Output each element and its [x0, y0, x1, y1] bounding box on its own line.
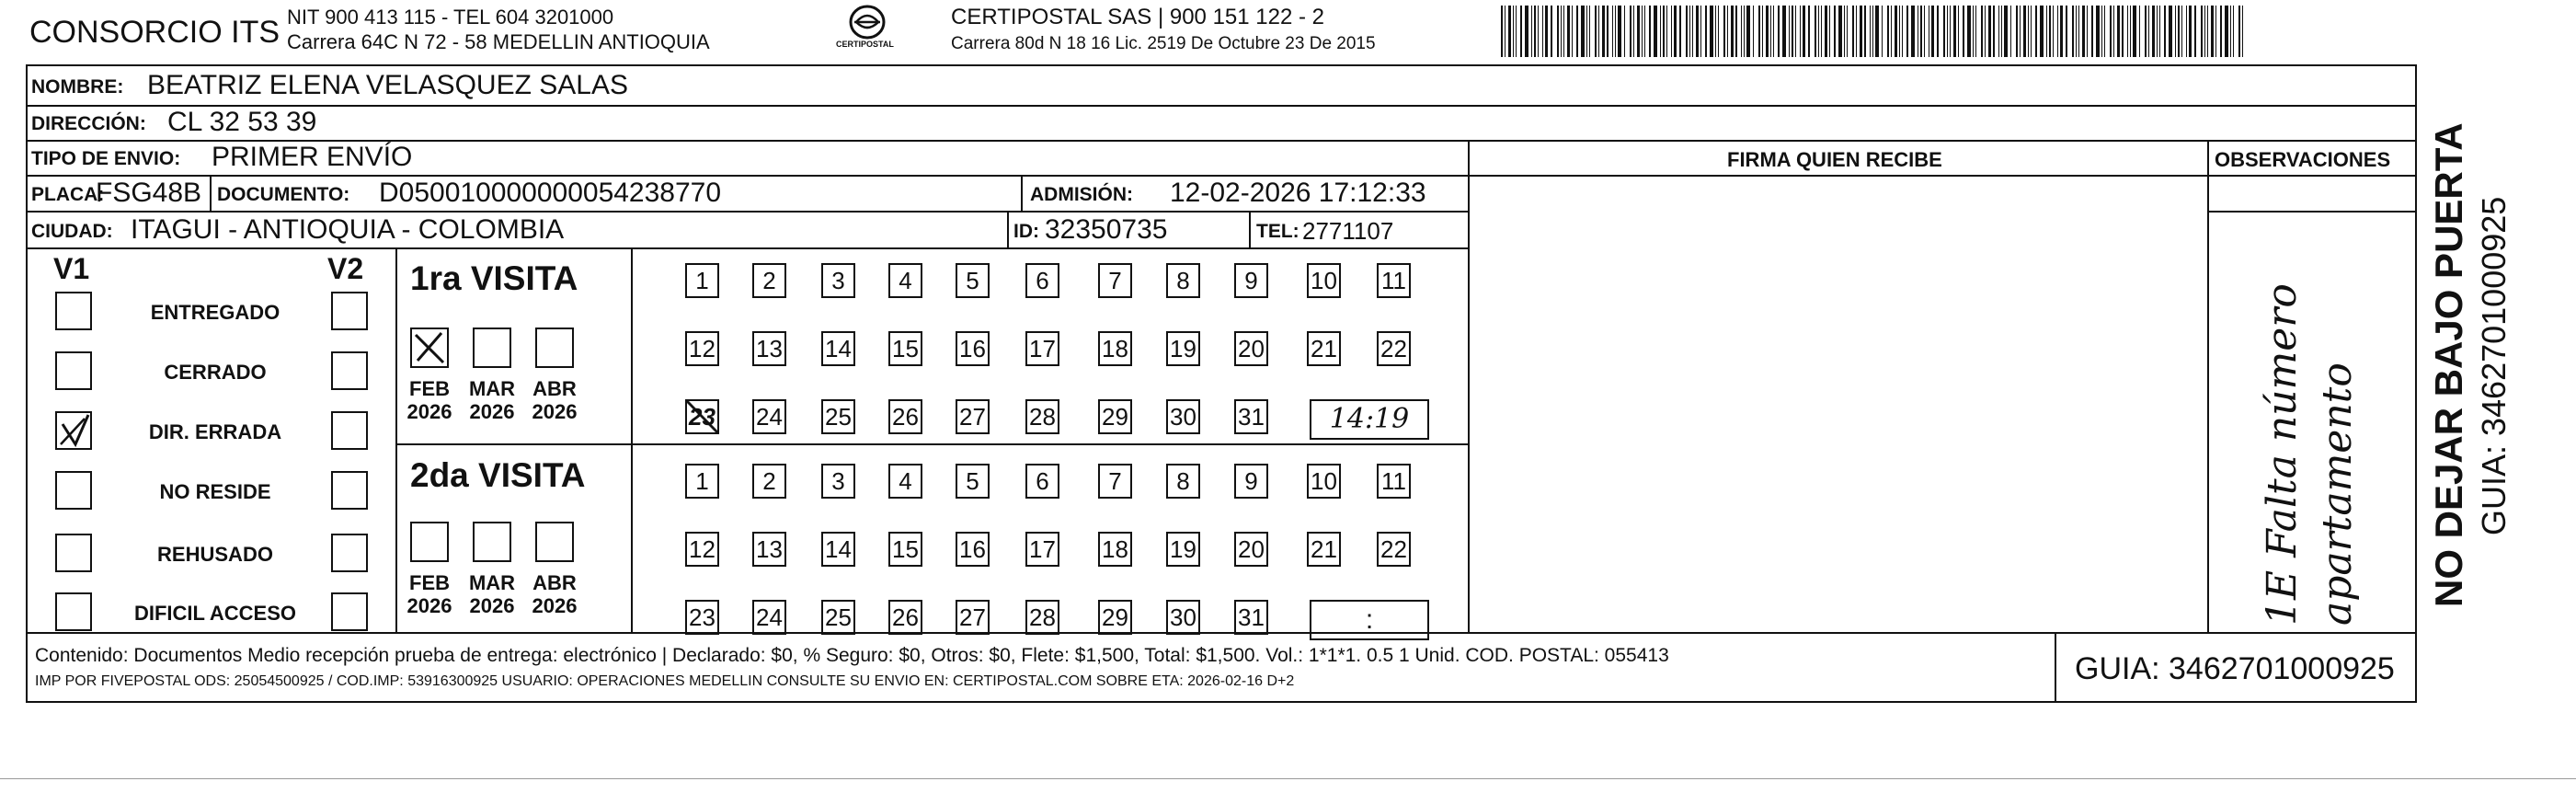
day-box[interactable]: 21 — [1307, 532, 1341, 567]
day-box[interactable]: 10 — [1307, 464, 1341, 499]
day-box[interactable]: 25 — [821, 600, 855, 635]
day-box[interactable]: 30 — [1166, 600, 1200, 635]
day-box[interactable]: 23 — [685, 399, 719, 434]
placa-label: PLACA: — [31, 184, 105, 205]
time-box[interactable]: : — [1310, 600, 1429, 640]
placa-value: FSG48B — [96, 178, 202, 208]
month-label: FEB 2026 — [406, 571, 452, 618]
v1-checkbox[interactable] — [55, 534, 92, 572]
v2-checkbox[interactable] — [331, 292, 368, 330]
v1-checkbox[interactable] — [55, 592, 92, 631]
second-visit-title: 2da VISITA — [410, 456, 586, 494]
day-box[interactable]: 3 — [821, 263, 855, 298]
footer-contents: Contenido: Documentos Medio recepción prueba de entrega: electrónico | Declarado: $0, % Seguro: $0, Otros: $0, Flete: $1,500, Total: $1,500. Vol.: 1*1*1. 0.5 1 Unid. COD. POSTAL: 055413 — [35, 645, 1669, 666]
day-box[interactable]: 17 — [1025, 331, 1059, 366]
time-box[interactable]: 14:19 — [1310, 399, 1429, 440]
admision-label: ADMISIÓN: — [1030, 184, 1133, 205]
v2-checkbox[interactable] — [331, 592, 368, 631]
day-box[interactable]: 27 — [956, 399, 990, 434]
day-box[interactable]: 16 — [956, 331, 990, 366]
month-label: FEB 2026 — [406, 377, 452, 424]
day-box[interactable]: 19 — [1166, 532, 1200, 567]
day-box[interactable]: 9 — [1234, 263, 1268, 298]
footer-guia: GUIA: 3462701000925 — [2075, 651, 2395, 686]
day-box[interactable]: 7 — [1098, 464, 1132, 499]
certipostal-logo — [832, 2, 902, 57]
v1-checkbox[interactable] — [55, 471, 92, 510]
day-box[interactable]: 22 — [1377, 532, 1411, 567]
month-checkbox[interactable] — [410, 522, 449, 562]
status-label: REHUSADO — [157, 543, 273, 566]
day-box[interactable]: 6 — [1025, 263, 1059, 298]
day-box[interactable]: 17 — [1025, 532, 1059, 567]
firma-label: FIRMA QUIEN RECIBE — [1727, 148, 1942, 171]
day-box[interactable]: 26 — [888, 399, 922, 434]
day-box[interactable]: 23 — [685, 600, 719, 635]
day-box[interactable]: 30 — [1166, 399, 1200, 434]
day-box[interactable]: 21 — [1307, 331, 1341, 366]
v1-label: V1 — [53, 252, 90, 285]
v1-checkbox[interactable] — [55, 411, 92, 450]
id-label: ID: — [1013, 221, 1039, 242]
admision-value: 12-02-2026 17:12:33 — [1170, 178, 1426, 208]
day-box[interactable]: 25 — [821, 399, 855, 434]
month-label: MAR 2026 — [468, 377, 516, 424]
v1-checkbox[interactable] — [55, 292, 92, 330]
day-box[interactable]: 12 — [685, 532, 719, 567]
id-value: 32350735 — [1045, 214, 1168, 245]
day-box[interactable]: 11 — [1377, 464, 1411, 499]
day-box[interactable]: 5 — [956, 464, 990, 499]
day-box[interactable]: 18 — [1098, 331, 1132, 366]
day-box[interactable]: 28 — [1025, 399, 1059, 434]
day-box[interactable]: 26 — [888, 600, 922, 635]
no-dejar-warning: NO DEJAR BAJO PUERTA — [2427, 122, 2470, 607]
documento-label: DOCUMENTO: — [217, 184, 350, 205]
day-box[interactable]: 15 — [888, 331, 922, 366]
month-checkbox[interactable] — [535, 328, 574, 368]
side-guia: GUIA: 3462701000925 — [2475, 196, 2513, 535]
day-box[interactable]: 27 — [956, 600, 990, 635]
company-nit: NIT 900 413 115 - TEL 604 3201000 — [287, 6, 614, 29]
direccion-value: CL 32 53 39 — [167, 107, 317, 137]
day-box[interactable]: 19 — [1166, 331, 1200, 366]
month-checkbox[interactable] — [535, 522, 574, 562]
obs-handwritten-2: apartamento — [2314, 362, 2361, 626]
tel-label: TEL: — [1256, 221, 1299, 242]
first-visit-title: 1ra VISITA — [410, 259, 578, 297]
tel-value: 2771107 — [1302, 217, 1394, 245]
status-label: ENTREGADO — [150, 301, 280, 324]
day-box[interactable]: 4 — [888, 464, 922, 499]
tipo-envio-value: PRIMER ENVÍO — [212, 142, 413, 172]
ciudad-label: CIUDAD: — [31, 221, 113, 242]
direccion-label: DIRECCIÓN: — [31, 113, 146, 134]
day-box[interactable]: 8 — [1166, 263, 1200, 298]
v2-checkbox[interactable] — [331, 351, 368, 390]
company-name: CONSORCIO ITS — [29, 15, 280, 50]
day-box[interactable]: 11 — [1377, 263, 1411, 298]
day-box[interactable]: 1 — [685, 263, 719, 298]
month-label: MAR 2026 — [468, 571, 516, 618]
day-box[interactable]: 28 — [1025, 600, 1059, 635]
documento-value: D050010000000054238770 — [379, 178, 722, 208]
footer-imp: IMP POR FIVEPOSTAL ODS: 25054500925 / COD.IMP: 53916300925 USUARIO: OPERACIONES MEDELLIN CONSULTE SU ENVIO EN: CERTIPOSTAL.COM SOBRE ETA: 2026-02-16 D+2 — [35, 673, 1295, 689]
status-label: NO RESIDE — [159, 480, 271, 503]
day-box[interactable]: 29 — [1098, 600, 1132, 635]
day-box[interactable]: 31 — [1234, 600, 1268, 635]
v2-checkbox[interactable] — [331, 471, 368, 510]
status-label: CERRADO — [164, 361, 267, 384]
day-box[interactable]: 20 — [1234, 331, 1268, 366]
day-box[interactable]: 5 — [956, 263, 990, 298]
nombre-value: BEATRIZ ELENA VELASQUEZ SALAS — [147, 70, 628, 100]
day-box[interactable]: 12 — [685, 331, 719, 366]
status-label: DIR. ERRADA — [148, 420, 282, 443]
day-box[interactable]: 4 — [888, 263, 922, 298]
month-checkbox[interactable] — [473, 328, 511, 368]
courier-address: Carrera 80d N 18 16 Lic. 2519 De Octubre 23 De 2015 — [951, 34, 1376, 53]
v2-label: V2 — [327, 252, 364, 285]
barcode — [1501, 6, 2246, 57]
day-box[interactable]: 20 — [1234, 532, 1268, 567]
company-address: Carrera 64C N 72 - 58 MEDELLIN ANTIOQUIA — [287, 30, 710, 53]
day-box[interactable]: 8 — [1166, 464, 1200, 499]
day-box[interactable]: 31 — [1234, 399, 1268, 434]
day-box[interactable]: 15 — [888, 532, 922, 567]
month-label: ABR 2026 — [532, 571, 578, 618]
month-label: ABR 2026 — [532, 377, 578, 424]
v2-checkbox[interactable] — [331, 411, 368, 450]
courier-name: CERTIPOSTAL SAS | 900 151 122 - 2 — [951, 5, 1324, 29]
day-box[interactable]: 3 — [821, 464, 855, 499]
day-box[interactable]: 14 — [821, 331, 855, 366]
day-box[interactable]: 1 — [685, 464, 719, 499]
day-box[interactable]: 16 — [956, 532, 990, 567]
observaciones-label: OBSERVACIONES — [2215, 148, 2391, 171]
month-checkbox[interactable] — [410, 328, 449, 368]
v2-checkbox[interactable] — [331, 534, 368, 572]
day-box[interactable]: 7 — [1098, 263, 1132, 298]
day-box[interactable]: 2 — [752, 464, 786, 499]
day-box[interactable]: 14 — [821, 532, 855, 567]
day-box[interactable]: 9 — [1234, 464, 1268, 499]
day-box[interactable]: 6 — [1025, 464, 1059, 499]
nombre-label: NOMBRE: — [31, 76, 124, 98]
v1-checkbox[interactable] — [55, 351, 92, 390]
day-box[interactable]: 13 — [752, 331, 786, 366]
day-box[interactable]: 24 — [752, 399, 786, 434]
day-box[interactable]: 18 — [1098, 532, 1132, 567]
day-box[interactable]: 29 — [1098, 399, 1132, 434]
day-box[interactable]: 10 — [1307, 263, 1341, 298]
status-label: DIFICIL ACCESO — [133, 602, 296, 625]
month-checkbox[interactable] — [473, 522, 511, 562]
ciudad-value: ITAGUI - ANTIOQUIA - COLOMBIA — [131, 214, 565, 245]
day-box[interactable]: 2 — [752, 263, 786, 298]
day-box[interactable]: 13 — [752, 532, 786, 567]
day-box[interactable]: 24 — [752, 600, 786, 635]
day-box[interactable]: 22 — [1377, 331, 1411, 366]
logo-text: CERTIPOSTAL — [836, 40, 894, 49]
obs-handwritten-1: 1E Falta número — [2259, 283, 2306, 626]
scan-line — [0, 778, 2576, 779]
tipo-envio-label: TIPO DE ENVIO: — [31, 148, 181, 169]
